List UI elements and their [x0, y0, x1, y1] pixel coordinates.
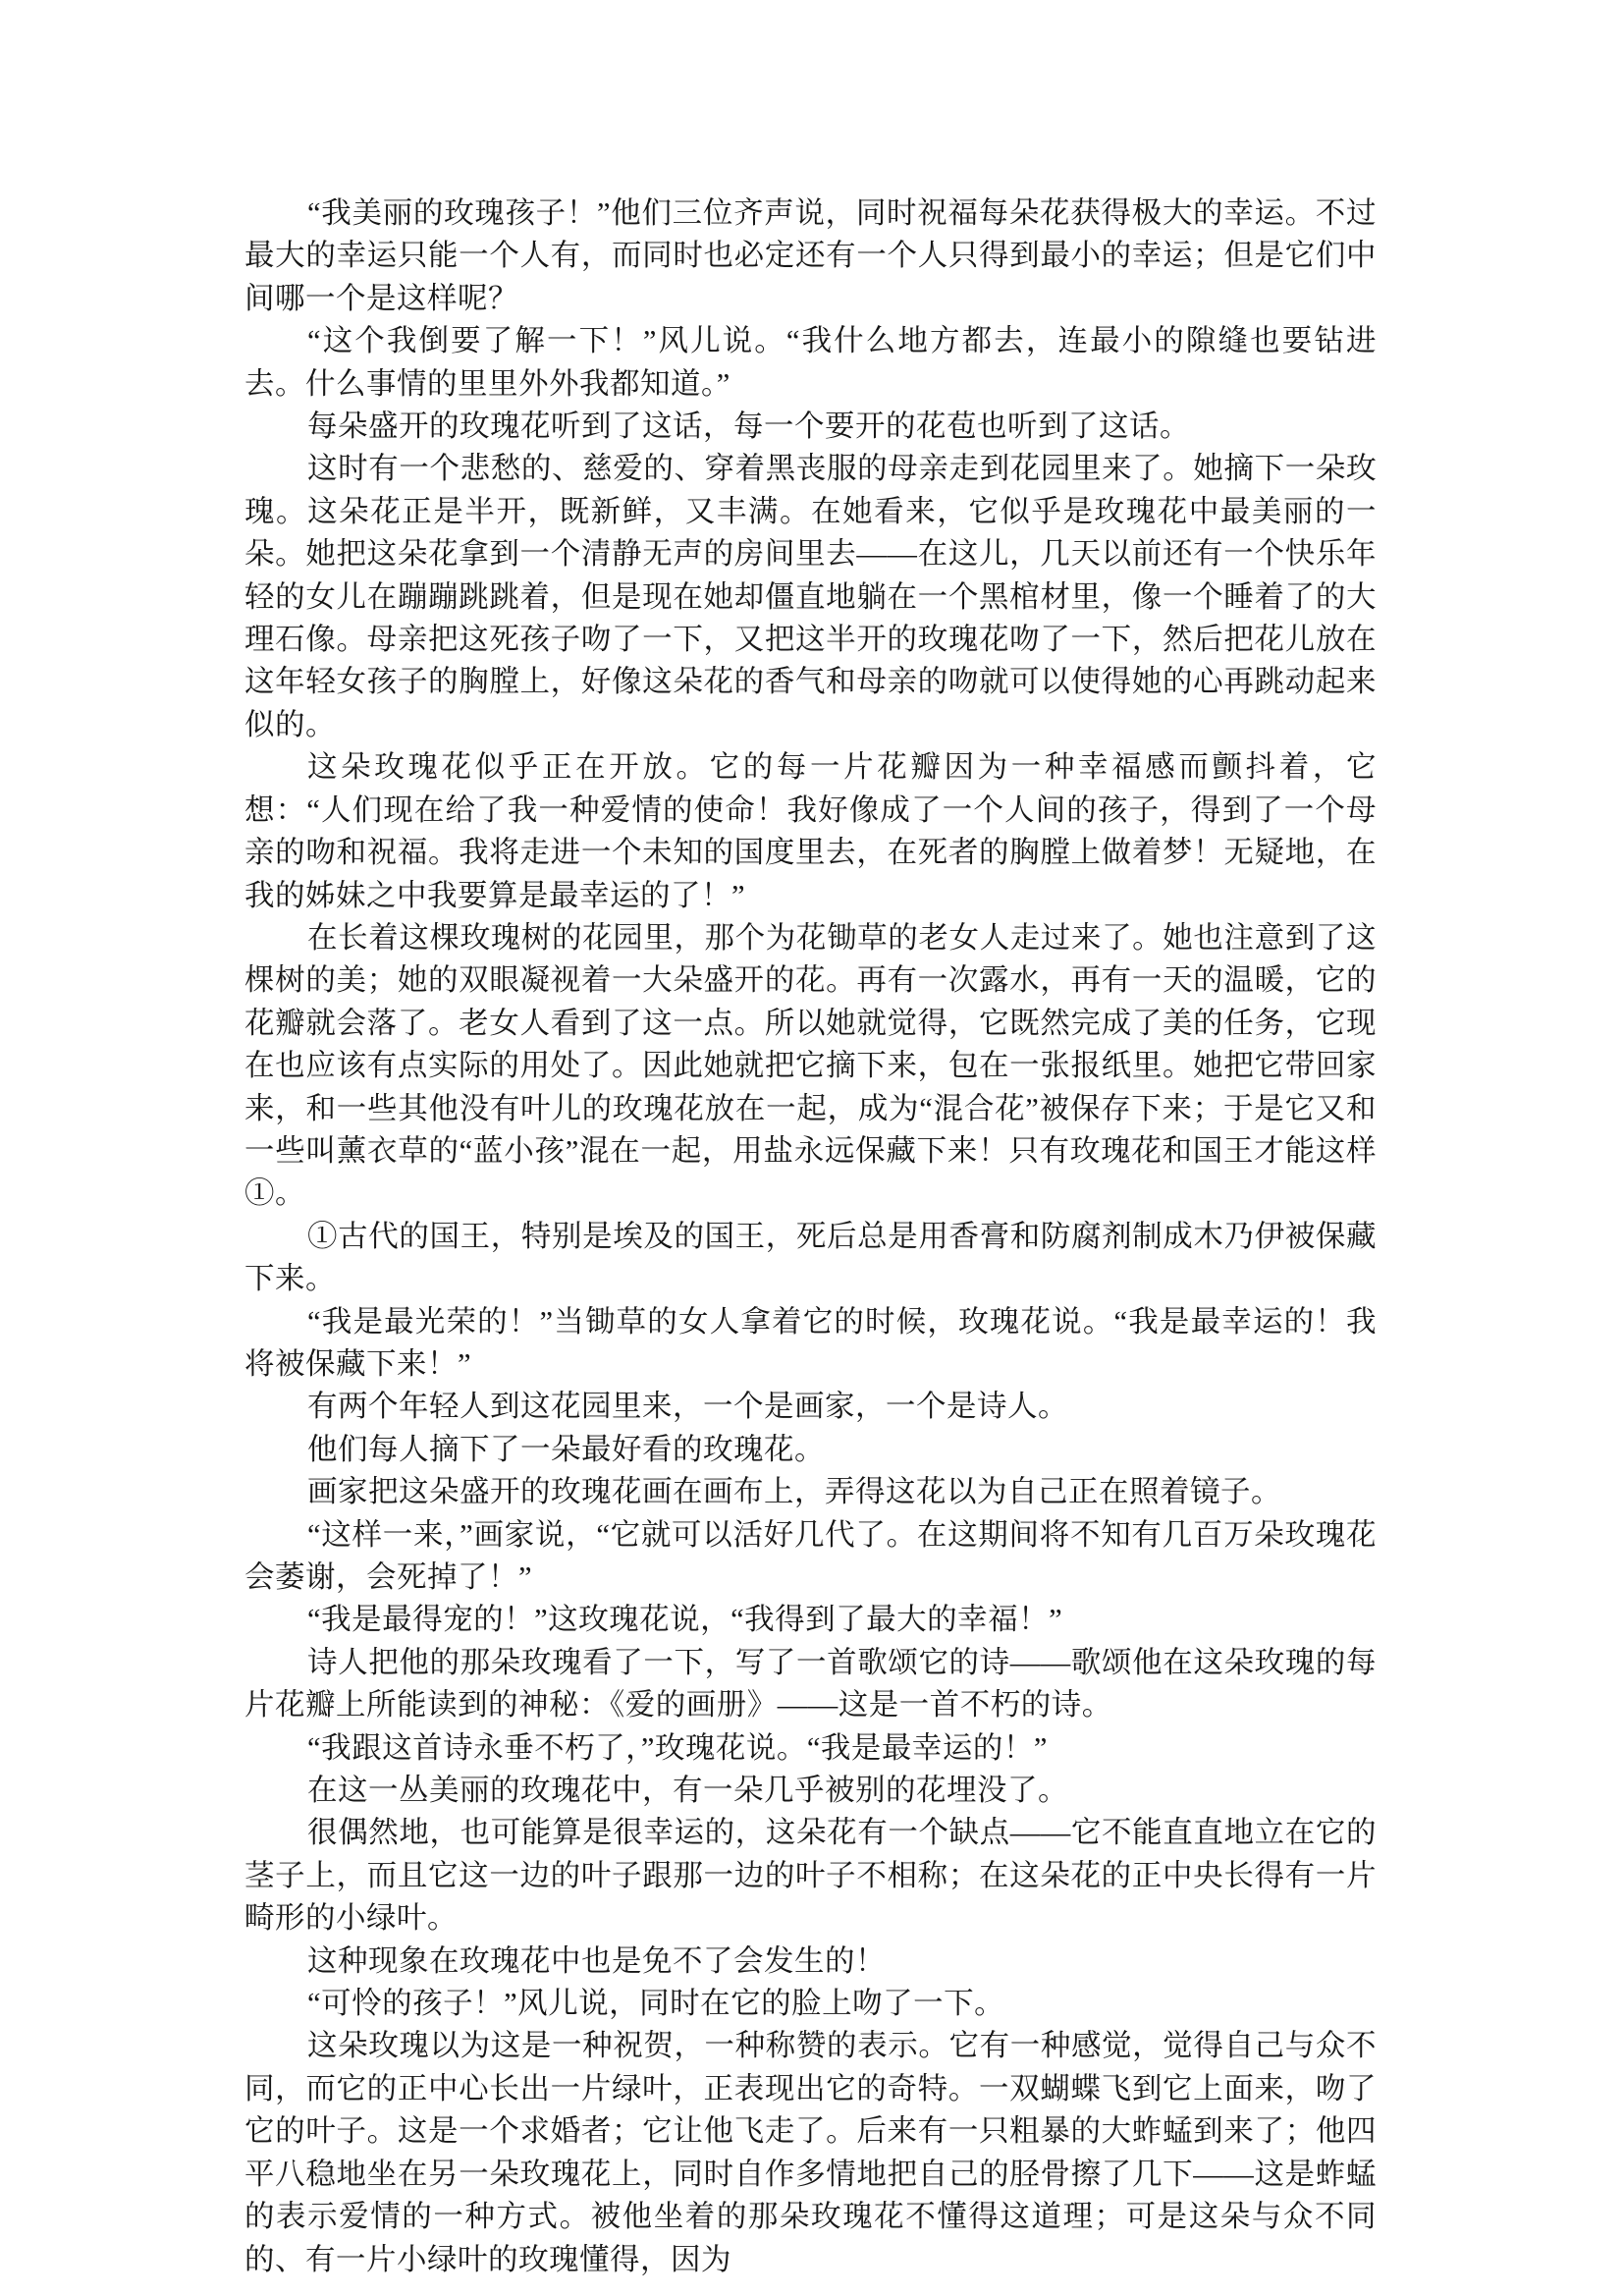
paragraph: 有两个年轻人到这花园里来，一个是画家，一个是诗人。: [307, 1390, 1069, 1424]
footnote-paragraph: ①古代的国王，特别是埃及的国王，死后总是用香膏和防腐剂制成木乃伊被保藏下来。: [244, 1219, 1377, 1296]
paragraph: “我是最光荣的！”当锄草的女人拿着它的时候，玫瑰花说。“我是最幸运的！我将被保藏下来！”: [244, 1304, 1377, 1381]
paragraph: 在这一丛美丽的玫瑰花中，有一朵几乎被别的花埋没了。: [307, 1774, 1069, 1808]
paragraph: “这个我倒要了解一下！”风儿说。“我什么地方都去，连最小的隙缝也要钻进去。什么事情的里里外外我都知道。”: [244, 324, 1377, 401]
paragraph: “我是最得宠的！”这玫瑰花说，“我得到了最大的幸福！”: [307, 1603, 1063, 1637]
paragraph: 这种现象在玫瑰花中也是免不了会发生的！: [307, 1943, 887, 1978]
paragraph: 这朵玫瑰以为这是一种祝贺，一种称赞的表示。它有一种感觉，觉得自己与众不同，而它的正中心长出一片绿叶，正表现出它的奇特。一双蝴蝶飞到它上面来，吻了它的叶子。这是一个求婚者；它让他飞走了。后来有一只粗暴的大蚱蜢到来了；他四平八稳地坐在另一朵玫瑰花上，同时自作多情地把自己的胫骨擦了几下——这是蚱蜢的表示爱情的一种方式。被他坐着的那朵玫瑰花不懂得这道理；可是这朵与众不同的、有一片小绿叶的玫瑰懂得，因为: [244, 2029, 1377, 2276]
paragraph: 画家把这朵盛开的玫瑰花画在画布上，弄得这花以为自己正在照着镜子。: [307, 1475, 1282, 1509]
paragraph: “这样一来，”画家说，“它就可以活好几代了。在这期间将不知有几百万朵玫瑰花会萎谢，会死掉了！”: [244, 1517, 1377, 1594]
paragraph: 在长着这棵玫瑰树的花园里，那个为花锄草的老女人走过来了。她也注意到了这棵树的美；她的双眼凝视着一大朵盛开的花。再有一次露水，再有一天的温暖，它的花瓣就会落了。老女人看到了这一点。所以她就觉得，它既然完成了美的任务，它现在也应该有点实际的用处了。因此她就把它摘下来，包在一张报纸里。她把它带回家来，和一些其他没有叶儿的玫瑰花放在一起，成为“混合花”被保存下来；于是它又和一些叫薰衣草的“蓝小孩”混在一起，用盐永远保藏下来！只有玫瑰花和国王才能这样①。: [244, 920, 1377, 1211]
paragraph: “我美丽的玫瑰孩子！”他们三位齐声说，同时祝福每朵花获得极大的幸运。不过最大的幸运只能一个人有，而同时也必定还有一个人只得到最小的幸运；但是它们中间哪一个是这样呢？: [244, 196, 1377, 315]
paragraph: 这朵玫瑰花似乎正在开放。它的每一片花瓣因为一种幸福感而颤抖着，它想：“人们现在给了我一种爱情的使命！我好像成了一个人间的孩子，得到了一个母亲的吻和祝福。我将走进一个未知的国度里去，在死者的胸膛上做着梦！无疑地，在我的姊妹之中我要算是最幸运的了！”: [244, 750, 1377, 912]
paragraph: “我跟这首诗永垂不朽了，”玫瑰花说。“我是最幸运的！”: [307, 1730, 1048, 1765]
paragraph: 每朵盛开的玫瑰花听到了这话，每一个要开的花苞也听到了这话。: [307, 410, 1191, 444]
paragraph: 这时有一个悲愁的、慈爱的、穿着黑丧服的母亲走到花园里来了。她摘下一朵玫瑰。这朵花正是半开，既新鲜，又丰满。在她看来，它似乎是玫瑰花中最美丽的一朵。她把这朵花拿到一个清静无声的房间里去——在这儿，几天以前还有一个快乐年轻的女儿在蹦蹦跳跳着，但是现在她却僵直地躺在一个黑棺材里，像一个睡着了的大理石像。母亲把这死孩子吻了一下，又把这半开的玫瑰花吻了一下，然后把花儿放在这年轻女孩子的胸膛上，好像这朵花的香气和母亲的吻就可以使得她的心再跳动起来似的。: [244, 452, 1377, 741]
paragraph: “可怜的孩子！”风儿说，同时在它的脸上吻了一下。: [307, 1987, 1005, 2021]
paragraph: 很偶然地，也可能算是很幸运的，这朵花有一个缺点——它不能直直地立在它的茎子上，而且它这一边的叶子跟那一边的叶子不相称；在这朵花的正中央长得有一片畸形的小绿叶。: [244, 1816, 1377, 1936]
paragraph: 他们每人摘下了一朵最好看的玫瑰花。: [307, 1432, 826, 1466]
text-block: [244, 192, 1377, 2281]
paragraph: 诗人把他的那朵玫瑰看了一下，写了一首歌颂它的诗——歌颂他在这朵玫瑰的每片花瓣上所能读到的神秘：《爱的画册》——这是一首不朽的诗。: [244, 1645, 1377, 1722]
